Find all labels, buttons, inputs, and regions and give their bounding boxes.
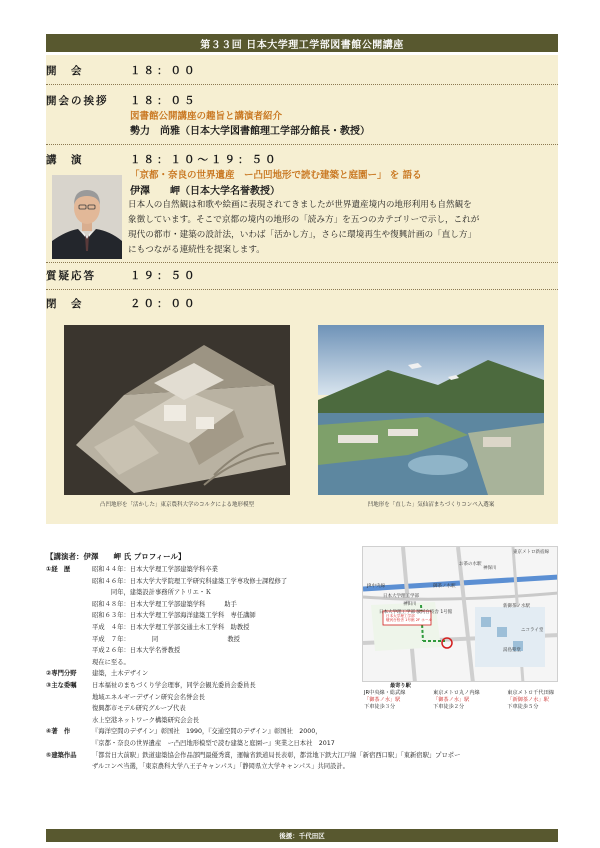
access-heading: 最寄り駅	[390, 683, 411, 689]
right-photo-caption: 凹地形を「直した」気仙沼まちづくりコンペ入選案	[367, 502, 495, 508]
profile-category: ①経 歴	[46, 566, 71, 573]
profile-category: ④著 作	[46, 728, 71, 736]
opening-label: 開 会	[46, 65, 84, 77]
greeting-subtitle: 図書館公開講座の趣旨と講演者紹介	[130, 111, 283, 122]
profile-text: 同年，建築設計事務所アトリエ・Ｋ	[92, 589, 212, 597]
profile-text: 昭和４８年：日本大学理工学部建築学科 助手	[92, 600, 237, 608]
map-label: 日本大学理工学部	[383, 594, 419, 599]
access-item	[433, 690, 480, 711]
footer-bar	[46, 829, 558, 842]
profile-text: ザルコンペ当選，「東京農科大学八王子キャンパス」「静岡県立大学キャンパス」共同設計。	[92, 763, 349, 771]
profile-text: 「都営日大前駅」鉄道建築協会作品部門最優秀賞，運輸省鉄道局長表彰，都営地下鉄大江戸線「新宿西口駅」「東新宿駅」プロポー	[92, 751, 461, 759]
map-label: 神田川	[403, 602, 417, 607]
profile-text: 昭和４６年：日本大学大学院理工学研究科建築工学専攻修士課程修了	[92, 577, 288, 585]
profile-text: 建築，土木デザイン	[92, 670, 149, 678]
closing-time: ２０：００	[130, 298, 198, 310]
profile-text: 昭和６３年：日本大学理工学部海洋建築工学科 専任講師	[92, 612, 256, 620]
map-label: お茶の水駅	[459, 562, 482, 567]
access-item	[364, 690, 405, 711]
qa-label: 質疑応答	[46, 270, 96, 282]
map-callout-line2: 駿河台校舎 1号館 2F ホール	[386, 618, 432, 622]
access-items	[364, 690, 554, 711]
access-station: 「御茶ノ水」駅	[364, 697, 401, 703]
greeting-speaker: 勢力 尚雅（日本大学図書館理工学部分館長・教授）	[130, 126, 370, 137]
access-map	[362, 546, 558, 682]
profile-text: 日本福祉のまちづくり学会理事，同学会観光委員会委員長	[92, 682, 256, 689]
profile-text: 昭和４４年：日本大学理工学部建築学科卒業	[92, 566, 218, 573]
access-item	[507, 690, 554, 711]
profile-text: 地域エネルギーデザイン研究会名誉会長	[92, 693, 205, 701]
map-label: 新御茶ノ水駅	[503, 604, 530, 609]
sponsor-text: 後援：千代田区	[279, 832, 325, 840]
map-label: 神保川	[483, 566, 497, 571]
header-bar	[46, 34, 558, 52]
access-walk: 下車徒歩３分	[364, 704, 396, 710]
access-walk: 下車徒歩２分	[433, 704, 465, 710]
program-qa	[46, 268, 558, 284]
access-station: 「新御茶ノ水」駅	[507, 697, 549, 703]
divider	[46, 144, 558, 145]
divider	[46, 262, 558, 263]
access-walk: 下車徒歩５分	[507, 704, 539, 710]
profile-category: ③主な委嘱	[46, 682, 77, 689]
map-label: 東京メトロ新宿線	[513, 550, 549, 555]
program-greeting	[46, 93, 558, 139]
profile-title: 【講演者：伊澤 岬 氏 プロフィール】	[46, 552, 186, 561]
access-line: 東京メトロ千代田線	[507, 690, 554, 696]
profile-text: 復興都市モデル研究グループ代表	[92, 705, 186, 713]
divider	[46, 84, 558, 85]
profile-text: 現在に至る。	[92, 658, 130, 666]
lecture-time: １８：１０～１９：５０	[130, 154, 279, 166]
profile-text: 水上空港ネットワーク構築研究会会長	[92, 716, 200, 724]
profile-category: ⑤建築作品	[46, 751, 77, 759]
lecture-speaker: 伊澤 岬（日本大学名誉教授）	[130, 186, 280, 197]
redevelopment-plan-photo	[318, 325, 544, 495]
map-callout-line1: 日本大学理工学部	[386, 614, 415, 618]
profile-text: 『京都・奈良の世界遺産 ー凸凹地形模型で読む建築と庭園ー』実業之日本社 2017	[92, 740, 335, 747]
left-photo-caption: 凸凹地形を「活かした」東京農科大学のコルクによる地形模型	[100, 502, 254, 508]
greeting-label: 開会の挨拶	[46, 95, 109, 107]
closing-label: 閉 会	[46, 298, 84, 310]
map-label: 日本大学理工学部 駿河台校舎 1号館	[379, 610, 453, 615]
map-label: 湯島聖堂	[503, 648, 521, 653]
qa-time: １９：５０	[130, 270, 198, 282]
page-title: 第３３回 日本大学理工学部図書館公開講座	[200, 39, 404, 51]
access-line: JR中央線・総武線	[364, 690, 406, 696]
profile-text: 平成２６年：日本大学名誉教授	[92, 647, 181, 655]
lecture-label: 講 演	[46, 154, 84, 166]
terrain-model-photo	[64, 325, 290, 495]
profile-text: 平成 ４年：日本大学理工学部交通土木工学科 助教授	[92, 624, 250, 631]
divider	[46, 289, 558, 290]
greeting-time: １８：０５	[130, 95, 198, 107]
access-station: 「御茶ノ水」駅	[433, 697, 470, 703]
lecture-title: 「京都・奈良の世界遺産 ー凸凹地形で読む建築と庭園ー」 を 語る	[130, 170, 422, 181]
lecture-abstract: 日本人の自然観は和歌や絵画に表現されてきましたが世界遺産境内の地形利用も自然観を 象徴しています。そこで京都の境内の地形の「読み方」を五つのカテゴリーで示し，これが 現代の都市・建築の設計法，いわば「活かし方」，さらに環境再生や復興計画の「直し方」 にもつながる連続性を提案します。	[128, 200, 480, 255]
map-label: 御茶ノ水駅	[433, 584, 456, 589]
profile-text: 平成 ７年： 同 教授	[92, 635, 240, 643]
speaker-portrait	[52, 175, 122, 259]
access-line: 東京メトロ丸ノ内線	[433, 690, 480, 696]
profile-category: ②専門分野	[46, 670, 77, 678]
map-label: ニコライ堂	[521, 628, 544, 633]
access-legend	[364, 683, 560, 711]
program-closing	[46, 296, 558, 312]
opening-time: １８：００	[130, 65, 198, 77]
profile-text: 『海洋空間のデザイン』彰国社 1990，『交通空間のデザイン』彰国社 2000，	[92, 728, 322, 736]
map-label: JR中央線	[367, 584, 385, 589]
program-opening	[46, 63, 558, 79]
